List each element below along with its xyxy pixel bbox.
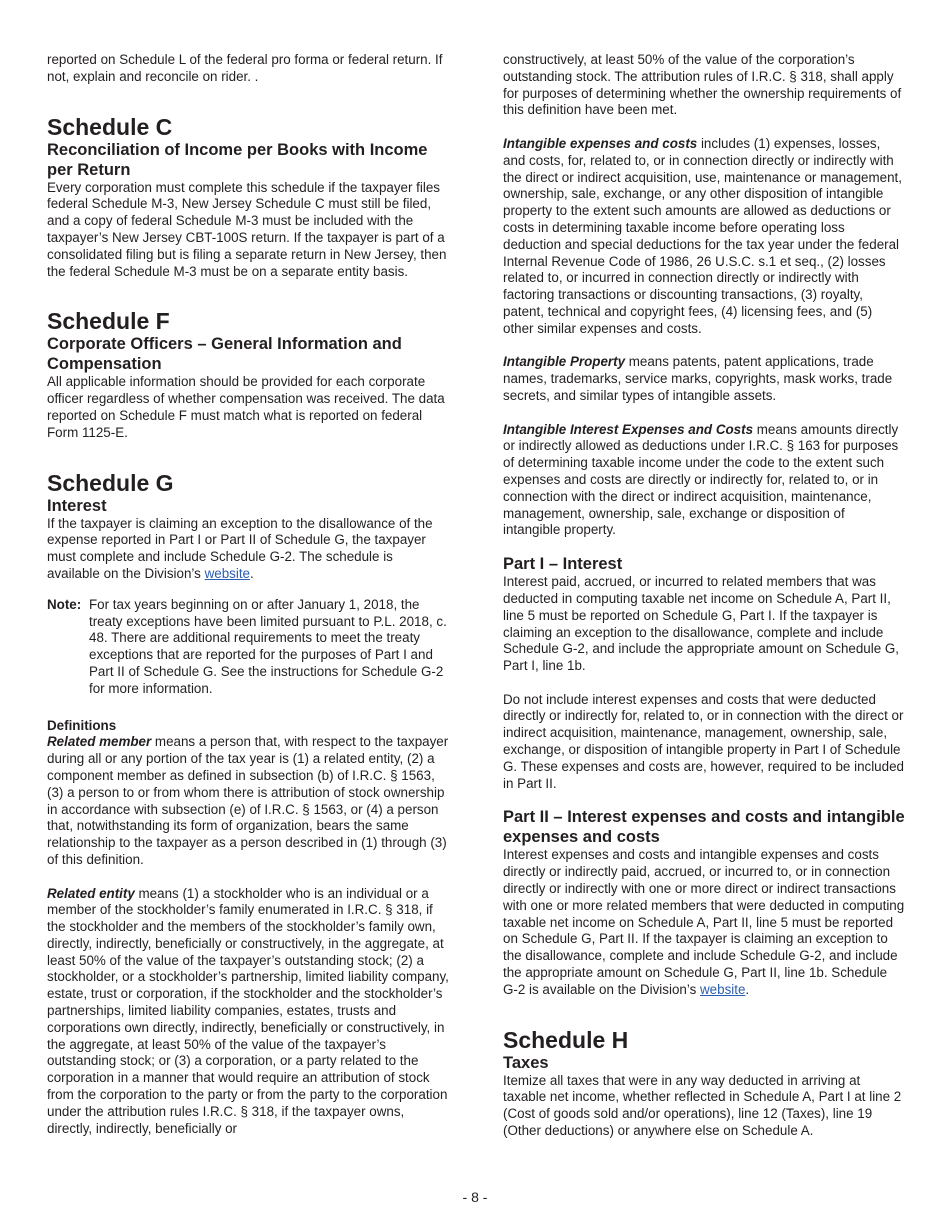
part-1-body: Interest paid, accrued, or incurred to related members that was deducted in computing taxable net income on Schedule A, Part II, line 5 must be reported on Schedule G, Part I. If the taxpayer is claiming an exception to the disallowance, complete and include Schedule G-2, and include the appropriate amount on Schedule G, Part I, line 1b.	[503, 574, 900, 674]
intangible-property-text: means patents, patent applications, trade names, trademarks, service marks, copyrights, mask works, trade secrets, and similar types of intangible assets.	[503, 354, 893, 403]
schedule-f-title: Schedule F	[47, 308, 170, 335]
part-2-body-text: Interest expenses and costs and intangible expenses and costs directly or indirectly paid, accrued, or incurred to, or in connection directly or indirectly with one or more direct or indirect transactions with one or more related members that were deducted in computing taxable net income on Schedule A, Part II, line 5 must be reported on Schedule G, Part II. If the taxpayer is claiming an exception to the disallowance, complete and include Schedule G-2, and include the appropriate amount on Schedule G, Part II, line 1b. Schedule G-2 is available on the Division’s	[503, 847, 905, 997]
intangible-property-definition	[503, 354, 905, 404]
intangible-interest-term: Intangible Interest Expenses and Costs	[503, 421, 754, 437]
intangible-interest-definition	[503, 422, 905, 540]
intangible-expenses-definition	[503, 136, 905, 338]
schedule-h-title: Schedule H	[503, 1026, 629, 1053]
schedule-f-section	[47, 308, 449, 441]
part-2-section	[503, 807, 905, 998]
schedule-g-body	[47, 516, 449, 583]
division-website-link[interactable]: website	[204, 565, 250, 581]
schedule-c-subtitle: Reconciliation of Income per Books with Income per Return	[47, 140, 428, 179]
definitions-heading: Definitions	[47, 717, 117, 733]
page-number: - 8 -	[462, 1189, 488, 1205]
related-member-term: Related member	[47, 734, 152, 750]
related-member-text: means a person that, with respect to the taxpayer during all or any portion of the tax year is (1) a related entity, (2) a component member as defined in subsection (b) of I.R.C. § 1563, (3) a person to or from whom there is attribution of stock ownership in accordance with subsection (e) of I.R.C. § 1563, or (4) a person that, notwithstanding its form of organization, bears the same relationship to the taxpayer as a person described in (1) through (3) of this definition.	[47, 734, 449, 867]
related-entity-definition	[47, 886, 449, 1138]
schedule-c-body: Every corporation must complete this schedule if the taxpayer files federal Schedule M-3, New Jersey Schedule C must still be filed, and a copy of federal Schedule M-3 must be included with the taxpayer’s New Jersey CBT-100S return. If the taxpayer is part of a consolidated filing but is filing a separate return in New Jersey, then the federal Schedule M-3 must be on a separate entity basis.	[47, 179, 447, 279]
related-entity-text: means (1) a stockholder who is an individual or a member of the stockholder’s family enumerated in I.R.C. § 318, if the stockholder and the members of the stockholder’s family own, directly, indirectly, beneficially or constructively, in the aggregate, at least 50% of the value of the taxpayer’s outstanding stock; (2) a stockholder, or a stockholder’s partnership, limited liability company, estate, trust or corporation, if the stockholder and the stockholder’s partnerships, limited liability companies, estates, trusts and corporations own directly, indirectly, beneficially or constructively, in the aggregate, at least 50% of the value of the taxpayer’s outstanding stock; or (3) a corporation, or a party related to the corporation in a manner that would require an attribution of stock from the corporation to the party or from the party to the corporation under the attribution rules I.R.C. § 318, if the taxpayer owns, directly, indirectly, beneficially or	[47, 885, 449, 1136]
part-2-body-end: .	[745, 981, 750, 997]
related-entity-continuation: constructively, at least 50% of the value of the corporation’s outstanding stock. The attribution rules of I.R.C. § 318, shall apply for purposes of determining whether the ownership requirements of this definition have been met.	[503, 52, 902, 118]
division-website-link-2[interactable]: website	[700, 981, 746, 997]
note-body: For tax years beginning on or after January 1, 2018, the treaty exceptions have been limited pursuant to P.L. 2018, c. 48. There are additional requirements to meet the treaty exceptions that are reported for the purposes of Part I and Part II of Schedule G. See the instructions for Schedule G-2 for more information.	[89, 596, 447, 696]
treaty-note	[47, 597, 449, 698]
part-1-title: Part I – Interest	[503, 555, 623, 574]
part-1-body-2: Do not include interest expenses and costs that were deducted directly or indirectly for, related to, or in connection with the direct or indirect acquisition, maintenance, management, ownership, sale, exchange, or disposition of intangible property in Part I of Schedule G. These expenses and costs are, however, required to be included in Part II.	[503, 691, 904, 791]
intangible-interest-text: means amounts directly or indirectly allowed as deductions under I.R.C. § 163 for purposes of determining taxable income under the code to the extent such expenses and costs are directly or indirectly for, related to, or in connection with the direct or indirect acquisition, maintenance, management, ownership, sale, exchange or disposition of intangible property.	[503, 421, 899, 538]
schedule-g-body-text: If the taxpayer is claiming an exception to the disallowance of the expense reported in Part I or Part II of Schedule G, the taxpayer must complete and include Schedule G-2. The schedule is available on the Division’s	[47, 515, 433, 581]
related-member-definition	[47, 734, 449, 868]
intangible-expenses-text: includes (1) expenses, losses, and costs, for, related to, or in connection directly or indirectly with the direct or indirect acquisition, use, maintenance or management, ownership, sale, exchange, or any other disposition of intangible property to the extent such amounts are allowed as deductions or costs in determining taxable income before operating loss deduction and special deductions for the tax year under the federal Internal Revenue Code of 1986, 26 U.S.C. s.1 et seq., (2) losses related to, or incurred in connection directly or indirectly with factoring transactions or discounting transactions, (3) royalty, patent, technical and copyright fees, (4) licensing fees, and (5) other similar expenses and costs.	[503, 135, 902, 336]
schedule-c-title: Schedule C	[47, 113, 173, 140]
schedule-f-body: All applicable information should be provided for each corporate officer regardless of whether compensation was received. The data reported on Schedule F must match what is reported on federal Form 1125-E.	[47, 374, 445, 440]
part-2-title: Part II – Interest expenses and costs and intangible expenses and costs	[503, 808, 905, 847]
schedule-h-section	[503, 1027, 905, 1140]
schedule-g-section	[47, 470, 449, 1138]
schedule-f-subtitle: Corporate Officers – General Information and Compensation	[47, 335, 402, 374]
intangible-property-term: Intangible Property	[503, 354, 626, 370]
part-2-body	[503, 847, 905, 998]
left-column	[47, 52, 449, 1137]
schedule-g-body-end: .	[249, 565, 254, 581]
intro-paragraph: reported on Schedule L of the federal pro forma or federal return. If not, explain and reconcile on rider. .	[47, 52, 443, 84]
schedule-g-title: Schedule G	[47, 469, 174, 496]
right-column	[503, 52, 905, 1140]
intangible-expenses-term: Intangible expenses and costs	[503, 135, 698, 151]
part-1-section	[503, 554, 905, 792]
schedule-h-subtitle: Taxes	[503, 1053, 549, 1072]
related-entity-term: Related entity	[47, 885, 135, 901]
note-label: Note:	[47, 596, 82, 612]
schedule-c-section	[47, 114, 449, 281]
schedule-h-body: Itemize all taxes that were in any way deducted in arriving at taxable net income, whether reflected in Schedule A, Part I at line 2 (Cost of goods sold and/or operations), line 12 (Taxes), line 19 (Other deductions) or anywhere else on Schedule A.	[503, 1072, 902, 1139]
schedule-g-subtitle: Interest	[47, 496, 107, 515]
